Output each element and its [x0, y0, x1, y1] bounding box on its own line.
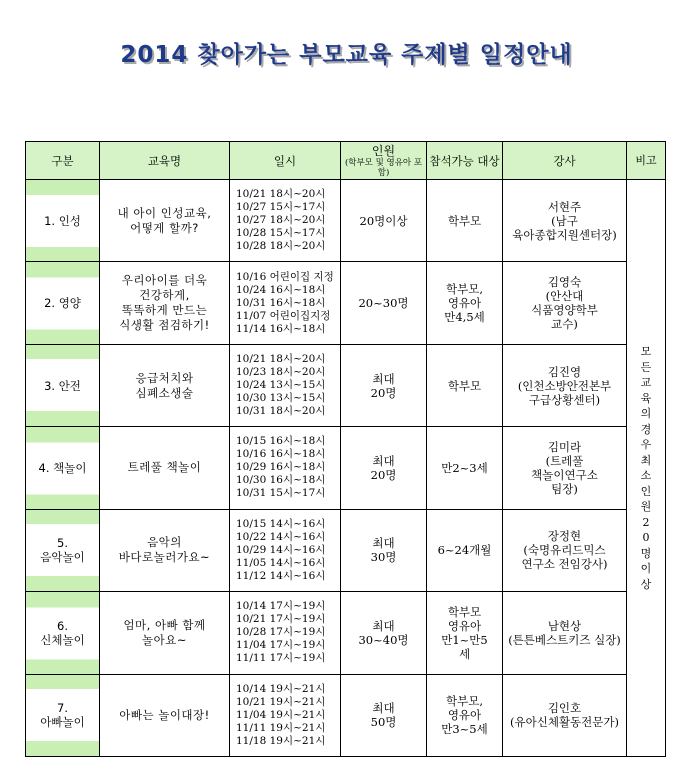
category-line: 음악놀이 — [40, 550, 85, 565]
instructor-line: (남구 — [551, 213, 578, 228]
category-line: 1. 인성 — [44, 213, 81, 228]
target-line: 6~24개월 — [437, 543, 492, 558]
schedule-body — [26, 180, 666, 757]
people-line: 최대 — [372, 618, 395, 633]
dates-line: 10/30 16시~18시 — [236, 474, 326, 487]
category-cell — [26, 262, 100, 344]
remark-char: 상 — [640, 577, 652, 591]
education-cell — [100, 509, 230, 591]
category-line: 3. 안전 — [44, 378, 81, 393]
instructor-line: 김인호 — [547, 701, 582, 716]
dates-line: 10/16 16시~18시 — [236, 448, 326, 461]
dates-cell — [230, 262, 341, 344]
target-line: 만3~5세 — [441, 722, 488, 737]
education-line: 엄마, 아빠 함께 — [123, 617, 206, 632]
dates-line: 11/11 19시~21시 — [236, 721, 326, 734]
dates-line: 10/23 18시~20시 — [236, 366, 326, 379]
category-line: 신체놀이 — [40, 632, 85, 647]
header-datetime: 일시 — [230, 142, 341, 180]
instructor-line: 책놀이연구소 — [531, 467, 598, 482]
education-line: 어떻게 할까? — [130, 220, 199, 235]
category-cell — [26, 509, 100, 591]
instructor-line: 김영숙 — [547, 275, 582, 290]
header-target: 참석가능 대상 — [427, 142, 503, 180]
header-instructor: 강사 — [503, 142, 627, 180]
people-line: 20명 — [370, 467, 397, 482]
instructor-line: (숙명유리드믹스 — [523, 543, 606, 558]
dates-line: 10/21 17시~19시 — [236, 613, 326, 626]
education-cell — [100, 180, 230, 262]
header-row — [26, 142, 666, 180]
category-line: 2. 영양 — [44, 296, 81, 311]
instructor-cell — [503, 344, 627, 426]
dates-line: 11/12 14시~16시 — [236, 569, 326, 582]
dates-line: 10/15 16시~18시 — [236, 435, 326, 448]
table-row — [26, 344, 666, 426]
instructor-line: 식품영양학부 — [531, 303, 598, 318]
category-line: 6. — [57, 618, 68, 633]
target-line: 세 — [458, 646, 471, 661]
people-line: 20~30명 — [358, 296, 409, 311]
remark-char: 경 — [640, 422, 652, 436]
education-cell — [100, 674, 230, 756]
dates-cell — [230, 427, 341, 509]
instructor-cell — [503, 180, 627, 262]
header-people-main: 인원 — [371, 143, 396, 158]
target-cell — [427, 180, 503, 262]
remark-char: 0 — [642, 531, 650, 544]
dates-line: 10/28 17시~19시 — [236, 626, 326, 639]
dates-line: 11/18 19시~21시 — [236, 734, 326, 747]
dates-line: 11/11 17시~19시 — [236, 652, 326, 665]
table-row — [26, 509, 666, 591]
remark-char: 이 — [640, 562, 652, 575]
target-cell — [427, 262, 503, 344]
instructor-line: 연구소 전임강사) — [521, 557, 608, 572]
instructor-line: 서현주 — [547, 199, 582, 214]
instructor-cell — [503, 592, 627, 674]
category-cell — [26, 427, 100, 509]
target-line: 만1~만5 — [441, 632, 488, 647]
instructor-cell — [503, 509, 627, 591]
table-row — [26, 427, 666, 509]
instructor-line: 장정현 — [547, 529, 582, 544]
target-line: 학부모 — [447, 604, 482, 619]
education-line: 식생활 점검하기! — [119, 318, 210, 333]
education-line: 음악의 — [147, 535, 182, 550]
instructor-line: 김미라 — [547, 439, 582, 454]
page-title: 2014 찾아가는 부모교육 주제별 일정안내 — [120, 42, 573, 68]
education-cell — [100, 344, 230, 426]
dates-line: 10/28 18시~20시 — [236, 240, 326, 253]
education-line: 우리아이를 더욱 — [121, 273, 208, 288]
instructor-cell — [503, 427, 627, 509]
dates-line: 10/14 17시~19시 — [236, 600, 326, 613]
instructor-line: 김진영 — [547, 364, 582, 379]
table-row — [26, 592, 666, 674]
category-cell — [26, 674, 100, 756]
dates-cell — [230, 180, 341, 262]
dates-line: 11/04 17시~19시 — [236, 639, 326, 652]
education-line: 건강하게, — [139, 288, 190, 303]
dates-line: 10/21 19시~21시 — [236, 695, 326, 708]
people-line: 20명 — [370, 385, 397, 400]
remark-char: 육 — [640, 391, 652, 405]
education-cell — [100, 592, 230, 674]
category-line: 아빠놀이 — [40, 715, 85, 730]
header-people — [341, 142, 427, 180]
target-cell — [427, 344, 503, 426]
people-line: 50명 — [370, 715, 397, 730]
target-line: 영유아 — [447, 296, 482, 311]
dates-line: 10/30 13시~15시 — [236, 392, 326, 405]
education-line: 심폐소생술 — [135, 385, 194, 400]
category-line: 5. — [57, 536, 68, 551]
remark-char: 우 — [640, 438, 652, 451]
dates-line: 10/29 16시~18시 — [236, 461, 326, 474]
target-line: 학부모, — [446, 694, 483, 709]
dates-line: 10/31 16시~18시 — [236, 296, 326, 309]
dates-cell — [230, 344, 341, 426]
dates-cell — [230, 674, 341, 756]
table-row — [26, 262, 666, 344]
remark-char: 인 — [640, 484, 652, 498]
remark-char: 소 — [640, 469, 652, 482]
dates-line: 10/27 18시~20시 — [236, 214, 326, 227]
education-line: 트레풀 책놀이 — [127, 460, 202, 475]
people-line: 최대 — [372, 701, 395, 716]
education-line: 아빠는 놀이대장! — [119, 707, 210, 722]
dates-line: 10/16 어린이집 지정 — [236, 270, 334, 283]
people-line: 30~40명 — [358, 632, 409, 647]
remark-char: 의 — [640, 407, 652, 420]
remark-char: 2 — [642, 515, 650, 529]
remark-char: 모 — [640, 345, 652, 358]
dates-line: 11/04 19시~21시 — [236, 708, 326, 721]
remark-char: 명 — [640, 546, 652, 560]
header-people-sub: (학부모 및 영유아 포함) — [344, 157, 423, 178]
target-line: 학부모, — [446, 282, 483, 297]
dates-line: 10/27 15시~17시 — [236, 201, 326, 214]
target-line: 영유아 — [447, 708, 482, 723]
header-education: 교육명 — [100, 142, 230, 180]
dates-line: 10/22 14시~16시 — [236, 530, 326, 543]
dates-line: 11/07 어린이집지정 — [236, 309, 331, 322]
dates-line: 11/05 14시~16시 — [236, 556, 326, 569]
category-line: 7. — [57, 701, 68, 716]
instructor-line: (튼튼베스트키즈 실장) — [508, 632, 621, 647]
category-line: 4. 책놀이 — [38, 460, 87, 475]
people-cell — [341, 262, 427, 344]
header-category: 구분 — [26, 142, 100, 180]
category-cell — [26, 344, 100, 426]
instructor-line: 팀장) — [551, 481, 578, 496]
target-line: 학부모 — [447, 378, 482, 393]
remark-char: 원 — [640, 500, 652, 513]
remark-char: 최 — [640, 453, 652, 467]
remark-char: 든 — [640, 360, 652, 374]
target-cell — [427, 592, 503, 674]
education-line: 놀아요~ — [142, 632, 187, 647]
people-cell — [341, 674, 427, 756]
instructor-line: (트레풀 — [545, 453, 584, 468]
remark-cell — [627, 180, 666, 757]
education-line: 응급처치와 — [135, 370, 194, 385]
table-row — [26, 674, 666, 756]
dates-line: 10/31 18시~20시 — [236, 405, 326, 418]
instructor-line: (안산대 — [545, 289, 584, 304]
people-cell — [341, 509, 427, 591]
dates-line: 10/31 15시~17시 — [236, 487, 326, 500]
instructor-line: 육아종합지원센터장) — [512, 227, 617, 242]
dates-line: 10/24 16시~18시 — [236, 283, 326, 296]
dates-line: 10/24 13시~15시 — [236, 379, 326, 392]
instructor-line: (유아신체활동전문가) — [510, 715, 619, 730]
instructor-cell — [503, 674, 627, 756]
education-line: 내 아이 인성교육, — [117, 205, 212, 220]
header-remark: 비고 — [627, 142, 666, 180]
education-cell — [100, 262, 230, 344]
dates-line: 10/29 14시~16시 — [236, 543, 326, 556]
target-cell — [427, 674, 503, 756]
dates-line: 10/21 18시~20시 — [236, 188, 326, 201]
target-line: 만2~3세 — [441, 460, 488, 475]
people-cell — [341, 344, 427, 426]
dates-line: 10/21 18시~20시 — [236, 353, 326, 366]
schedule-table — [25, 141, 666, 757]
dates-line: 10/15 14시~16시 — [236, 517, 326, 530]
target-line: 학부모 — [447, 213, 482, 228]
instructor-line: 구급상황센터) — [528, 392, 601, 407]
instructor-line: (인천소방안전본부 — [517, 378, 612, 393]
education-line: 바다로놀러가요~ — [118, 550, 211, 565]
target-line: 만4,5세 — [444, 310, 485, 325]
remark-char: 교 — [640, 376, 652, 389]
instructor-cell — [503, 262, 627, 344]
category-cell — [26, 592, 100, 674]
people-line: 최대 — [372, 536, 395, 551]
dates-line: 11/14 16시~18시 — [236, 322, 326, 335]
education-line: 똑똑하게 만드는 — [121, 303, 208, 318]
people-line: 30명 — [370, 550, 397, 565]
dates-cell — [230, 592, 341, 674]
table-row — [26, 180, 666, 262]
dates-line: 10/28 15시~17시 — [236, 227, 326, 240]
people-cell — [341, 592, 427, 674]
people-cell — [341, 427, 427, 509]
target-line: 영유아 — [447, 618, 482, 633]
people-line: 최대 — [372, 453, 395, 468]
target-cell — [427, 427, 503, 509]
people-line: 20명이상 — [359, 213, 408, 228]
category-cell — [26, 180, 100, 262]
education-cell — [100, 427, 230, 509]
instructor-line: 교수) — [551, 317, 578, 332]
people-line: 최대 — [372, 371, 395, 386]
people-cell — [341, 180, 427, 262]
target-cell — [427, 509, 503, 591]
instructor-line: 남현상 — [547, 618, 582, 633]
dates-cell — [230, 509, 341, 591]
dates-line: 10/14 19시~21시 — [236, 682, 326, 695]
